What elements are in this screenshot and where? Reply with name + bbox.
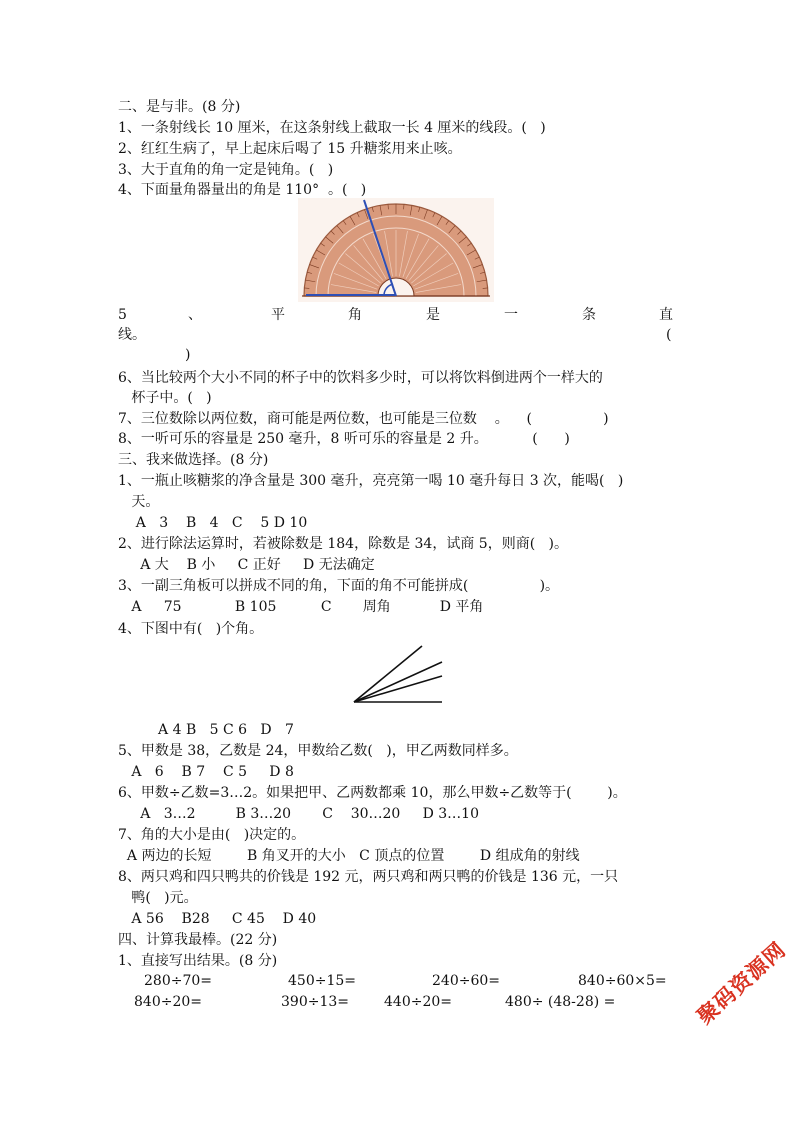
angles-figure xyxy=(350,640,446,708)
s2-question-2: 2、红红生病了，早上起床后喝了 15 升糖浆用来止咳。 xyxy=(118,141,462,157)
s3-question-8-line-1: 8、两只鸡和四只鸭共的价钱是 192 元，两只鸡和两只鸭的价钱是 136 元，一只 xyxy=(118,869,619,885)
calc-row-1-item-2: 450÷15= xyxy=(288,973,356,989)
s3-q7-options: A 两边的长短 B 角叉开的大小 C 顶点的位置 D 组成角的射线 xyxy=(118,848,580,864)
s2-q5-char-1: 5 xyxy=(118,307,127,323)
s3-question-6: 6、甲数÷乙数=3…2。如果把甲、乙两数都乘 10，那么甲数÷乙数等于( )。 xyxy=(118,785,627,801)
s3-q6-options: A 3…2 B 3…20 C 30…20 D 3…10 xyxy=(118,806,479,822)
s2-q5-line-2: 线。 xyxy=(118,327,146,343)
calc-row-2-item-4: 480÷ (48-28) = xyxy=(505,994,616,1010)
s2-question-7: 7、三位数除以两位数，商可能是两位数，也可能是三位数 。 ( ) xyxy=(118,411,609,427)
calc-row-2-item-2: 390÷13= xyxy=(281,994,349,1010)
s2-question-6-line-2: 杯子中。( ) xyxy=(118,390,212,406)
s2-q5-char-4: 角 xyxy=(348,307,362,323)
s3-question-5: 5、甲数是 38，乙数是 24，甲数给乙数( )，甲乙两数同样多。 xyxy=(118,743,518,759)
protractor-figure xyxy=(298,198,494,302)
s2-q5-char-3: 平 xyxy=(271,307,285,323)
section-2-heading: 二、是与非。(8 分) xyxy=(118,99,241,115)
s2-q5-paren-open: ( xyxy=(666,327,672,343)
s3-question-3: 3、一副三角板可以拼成不同的角，下面的角不可能拼成( )。 xyxy=(118,578,560,594)
calc-row-2-item-3: 440÷20= xyxy=(384,994,452,1010)
s2-question-1: 1、一条射线长 10 厘米，在这条射线上截取一长 4 厘米的线段。( ) xyxy=(118,120,546,136)
s2-q5-char-7: 条 xyxy=(582,307,596,323)
s3-question-1-line-2: 天。 xyxy=(118,494,160,510)
s3-q3-options: A 75 B 105 C 周角 D 平角 xyxy=(118,599,484,615)
section-3-heading: 三、我来做选择。(8 分) xyxy=(118,452,269,468)
section-4-heading: 四、计算我最棒。(22 分) xyxy=(118,932,278,948)
s2-question-8: 8、一听可乐的容量是 250 毫升，8 听可乐的容量是 2 升。 ( ) xyxy=(118,431,570,447)
s3-question-4: 4、下图中有( )个角。 xyxy=(118,621,264,637)
s2-q5-char-8: 直 xyxy=(659,307,673,323)
calc-row-2-item-1: 840÷20= xyxy=(134,994,202,1010)
s3-q5-options: A 6 B 7 C 5 D 8 xyxy=(118,764,294,780)
s2-question-6-line-1: 6、当比较两个大小不同的杯子中的饮料多少时，可以将饮料倒进两个一样大的 xyxy=(118,370,603,386)
s3-q4-options: A 4 B 5 C 6 D 7 xyxy=(118,722,294,738)
watermark-logo: 聚码资源网 xyxy=(692,937,791,1029)
calc-row-1-item-4: 840÷60×5= xyxy=(578,973,667,989)
calc-row-1-item-3: 240÷60= xyxy=(432,973,500,989)
s3-q8-options: A 56 B28 C 45 D 40 xyxy=(118,911,317,927)
s3-question-8-line-2: 鸭( )元。 xyxy=(118,890,198,906)
s3-question-7: 7、角的大小是由( )决定的。 xyxy=(118,827,306,843)
calc-row-1-item-1: 280÷70= xyxy=(144,973,212,989)
s2-question-3: 3、大于直角的角一定是钝角。( ) xyxy=(118,162,334,178)
s2-q5-paren-close: ) xyxy=(185,347,191,363)
s3-question-1-line-1: 1、一瓶止咳糖浆的净含量是 300 毫升，亮亮第一喝 10 毫升每日 3 次，能喝( ) xyxy=(118,473,624,489)
s2-q5-char-6: 一 xyxy=(504,307,518,323)
s2-q5-char-2: 、 xyxy=(188,307,202,323)
s3-question-2: 2、进行除法运算时，若被除数是 184，除数是 34，试商 5，则商( )。 xyxy=(118,536,568,552)
s2-q5-char-5: 是 xyxy=(426,307,440,323)
s4-question-1: 1、直接写出结果。(8 分) xyxy=(118,953,278,969)
s3-q2-options: A 大 B 小 C 正好 D 无法确定 xyxy=(118,557,375,573)
s3-q1-options: A 3 B 4 C 5 D 10 xyxy=(118,515,308,531)
s2-question-4: 4、下面量角器量出的角是 110° 。( ) xyxy=(118,182,367,198)
